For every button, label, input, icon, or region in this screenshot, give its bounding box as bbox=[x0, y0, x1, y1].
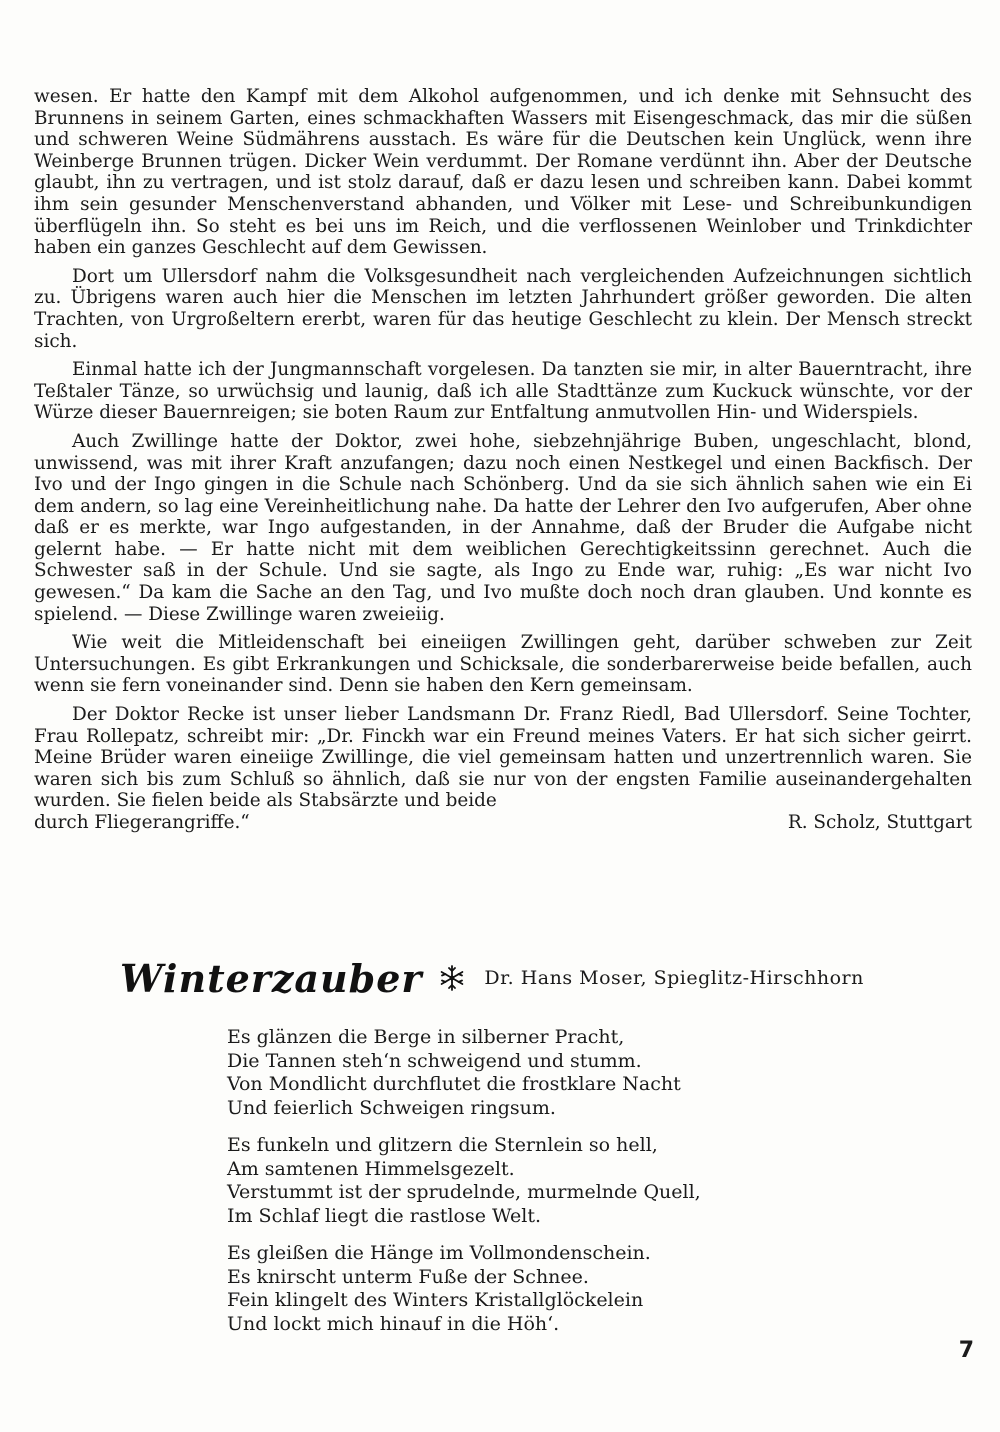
article-body bbox=[34, 86, 972, 834]
article-paragraph-4: Auch Zwillinge hatte der Doktor, zwei hohe, siebzehnjährige Buben, ungeschlacht, blond, unwissend, was mit ihrer Kraft anzufangen; dazu noch einen Nestkegel und einen Backfisch. Der Ivo und der Ingo gingen in die Schule nach Schönberg. Und da sie sich ähnlich sahen wie ein Ei dem andern, so lag eine Vereinheitlichung nahe. Da hatte der Lehrer den Ivo aufgerufen, Aber ohne daß er es merkte, war Ingo aufgestanden, in der Annahme, daß der Bruder die Aufgabe nicht gelernt habe. — Er hatte nicht mit dem weiblichen Gerechtigkeitssinn gerechnet. Auch die Schwester saß in der Schule. Und sie sagte, als Ingo zu Ende war, ruhig: „Es war nicht Ivo gewesen.“ Da kam die Sache an den Tag, und Ivo mußte doch noch dran glauben. Und konnte es spielend. — Diese Zwillinge waren zweieiig. bbox=[34, 430, 972, 625]
poem-line: Fein klingelt des Winters Kristallglöckelein bbox=[227, 1289, 644, 1311]
article-paragraph-3: Einmal hatte ich der Jungmannschaft vorgelesen. Da tanzten sie mir, in alter Bauerntracht, ihre Teßtaler Tänze, so urwüchsig und launig, daß ich alle Stadttänze zum Kuckuck wünschte, vor der Würze dieser Bauernreigen; sie boten Raum zur Entfaltung anmutvollen Hin- und Widerspiels. bbox=[34, 359, 972, 424]
poem-title: Winterzauber bbox=[120, 955, 423, 1001]
poem-stanza-3 bbox=[227, 1242, 787, 1336]
poem-line: Im Schlaf liegt die rastlose Welt. bbox=[227, 1204, 542, 1227]
poem-line: Es gleißen die Hänge im Vollmondenschein. bbox=[227, 1242, 651, 1264]
article-paragraph-5: Wie weit die Mitleidenschaft bei eineiigen Zwillingen geht, darüber schweben zur Zeit Untersuchungen. Es gibt Erkrankungen und Schicksale, die sonderbarerweise beide befallen, auch wenn sie fern voneinander sind. Denn sie haben den Kern gemeinsam. bbox=[34, 632, 972, 697]
poem-line: Und lockt mich hinauf in die Höh‘. bbox=[227, 1312, 560, 1335]
article-paragraph-1: wesen. Er hatte den Kampf mit dem Alkohol aufgenommen, und ich denke mit Sehnsucht des Brunnens in seinem Garten, eines schmackhaften Wassers mit Eisengeschmack, das mir die süßen und schweren Weine Südmährens ausstach. Es wäre für die Deutschen kein Unglück, wenn ihre Weinberge Brunnen trügen. Dicker Wein verdummt. Der Romane verdünnt ihn. Aber der Deutsche glaubt, ihn zu vertragen, und ist stolz darauf, daß er dazu lesen und schreiben kann. Dabei kommt ihm sein gesunder Menschenverstand abhanden, und Völker mit Lese- und Schreibunkundigen überflügeln ihn. So steht es bei uns im Reich, und die verflossenen Weinlober und Trinkdichter haben ein ganzes Geschlecht auf dem Gewissen. bbox=[34, 86, 972, 259]
closing-line bbox=[34, 812, 972, 834]
poem-line: Von Mondlicht durchflutet die frostklare Nacht bbox=[227, 1073, 681, 1095]
poem-header bbox=[120, 952, 880, 1004]
poem-line: Es glänzen die Berge in silberner Pracht, bbox=[227, 1026, 625, 1048]
article-paragraph-2: Dort um Ullersdorf nahm die Volksgesundheit nach vergleichenden Aufzeichnungen sichtlich zu. Übrigens waren auch hier die Menschen im letzten Jahrhundert größer geworden. Die alten Trachten, von Urgroßeltern ererbt, waren für das heutige Geschlecht zu klein. Der Mensch streckt sich. bbox=[34, 265, 972, 352]
poem-stanza-1 bbox=[227, 1026, 787, 1120]
poem-body bbox=[227, 1026, 787, 1350]
poem-line: Verstummt ist der sprudelnde, murmelnde Quell, bbox=[227, 1181, 701, 1203]
closing-text: durch Fliegerangriffe.“ bbox=[34, 812, 250, 833]
poem-stanza-2 bbox=[227, 1134, 787, 1228]
poem-line: Es funkeln und glitzern die Sternlein so hell, bbox=[227, 1134, 658, 1156]
snowflake-icon bbox=[438, 964, 466, 992]
poem-line: Es knirscht unterm Fuße der Schnee. bbox=[227, 1265, 589, 1288]
poem-author: Dr. Hans Moser, Spieglitz-Hirschhorn bbox=[484, 967, 864, 989]
poem-line: Und feierlich Schweigen ringsum. bbox=[227, 1096, 556, 1119]
page-number: 7 bbox=[958, 1338, 974, 1363]
article-paragraph-6: Der Doktor Recke ist unser lieber Landsmann Dr. Franz Riedl, Bad Ullersdorf. Seine Tochter, Frau Rollepatz, schreibt mir: „Dr. Finckh war ein Freund meines Vaters. Er hat sich sicher geirrt. Meine Brüder waren eineiige Zwillinge, die viel gemeinsam hatten und unzertrennlich waren. Sie waren sich bis zum Schluß so ähnlich, daß sie nur von der engsten Familie auseinandergehalten wurden. Sie fielen beide als Stabsärzte und beide bbox=[34, 704, 972, 812]
poem-line: Am samtenen Himmelsgezelt. bbox=[227, 1157, 515, 1180]
poem-line: Die Tannen steh‘n schweigend und stumm. bbox=[227, 1049, 642, 1072]
article-signature: R. Scholz, Stuttgart bbox=[787, 812, 972, 833]
